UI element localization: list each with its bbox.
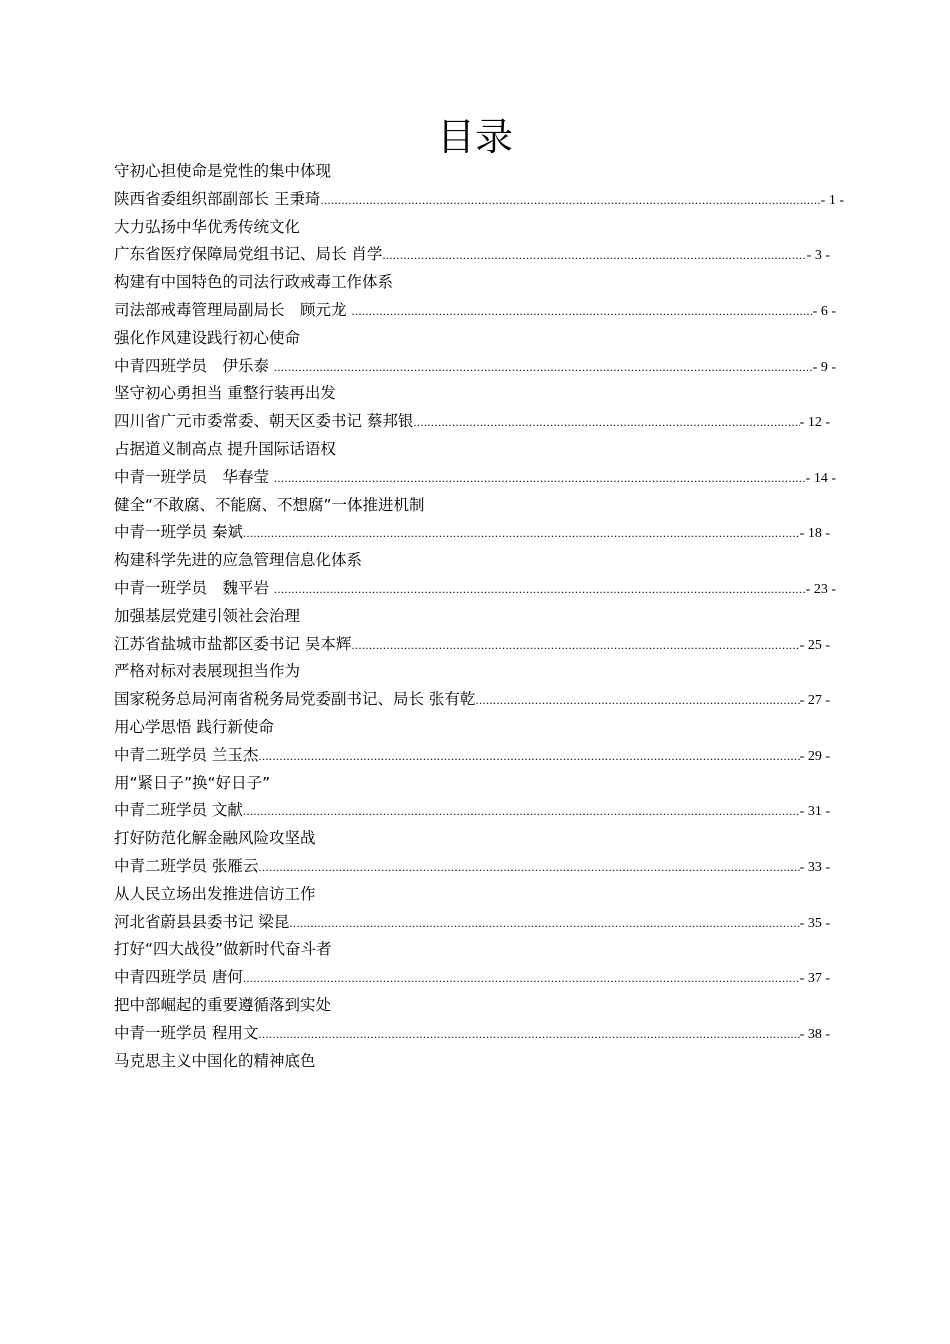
toc-entry-author: 四川省广元市委常委、朝天区委书记 蔡邦银: [114, 412, 414, 431]
toc-entry[interactable]: [114, 547, 844, 603]
toc-entry-line[interactable]: [114, 297, 836, 325]
toc-entry-line[interactable]: [114, 686, 830, 714]
toc-entry-title[interactable]: 构建有中国特色的司法行政戒毒工作体系: [114, 273, 394, 292]
toc-dot-leader: [351, 632, 799, 660]
toc-entry-author: 广东省医疗保障局党组书记、局长 肖学: [114, 245, 383, 264]
toc-entry[interactable]: [114, 658, 844, 714]
table-of-contents: [114, 158, 844, 1075]
toc-dot-leader: [382, 242, 806, 270]
toc-entry-title[interactable]: 把中部崛起的重要遵循落到实处: [114, 995, 332, 1014]
page-title: 目录: [436, 115, 513, 159]
toc-entry[interactable]: [114, 714, 844, 770]
toc-entry-author: 中青一班学员 华春莹: [114, 467, 274, 486]
toc-entry-page: - 25 -: [799, 637, 830, 653]
toc-entry-page: - 14 -: [805, 470, 836, 486]
toc-entry-page: - 12 -: [799, 415, 830, 431]
toc-entry[interactable]: [114, 380, 844, 436]
toc-entry-page: - 37 -: [799, 971, 830, 987]
toc-entry[interactable]: [114, 825, 844, 881]
toc-entry-title[interactable]: 用心学思悟 践行新使命: [114, 717, 274, 736]
toc-dot-leader: [274, 354, 813, 382]
toc-entry-line[interactable]: [114, 909, 830, 937]
toc-dot-leader: [258, 854, 799, 882]
toc-entry-line[interactable]: [114, 631, 830, 659]
toc-entry-line[interactable]: [114, 1020, 830, 1048]
toc-entry-author: 河北省蔚县县委书记 梁昆: [114, 912, 290, 931]
toc-entry-author: 中青四班学员 唐何: [114, 968, 243, 987]
toc-entry[interactable]: [114, 158, 844, 214]
toc-entry-title[interactable]: 健全“不敢腐、不能腐、不想腐”一体推进机制: [114, 495, 425, 514]
toc-entry-title[interactable]: 守初心担使命是党性的集中体现: [114, 162, 332, 180]
toc-dot-leader: [274, 576, 806, 604]
toc-entry-line[interactable]: [114, 742, 830, 770]
toc-entry-page: - 9 -: [812, 359, 836, 375]
toc-entry-author: 陕西省委组织部副部长 王秉琦: [114, 189, 321, 208]
toc-dot-leader: [289, 910, 799, 938]
toc-entry-page: - 27 -: [799, 693, 830, 709]
toc-entry[interactable]: [114, 214, 844, 270]
toc-entry[interactable]: [114, 436, 844, 492]
toc-entry-title[interactable]: 构建科学先进的应急管理信息化体系: [114, 551, 363, 570]
toc-dot-leader: [413, 409, 799, 437]
toc-entry-line[interactable]: [114, 797, 830, 825]
toc-dot-leader: [258, 743, 799, 771]
toc-entry-author: 国家税务总局河南省税务局党委副书记、局长 张有乾: [114, 690, 476, 709]
toc-entry[interactable]: [114, 325, 844, 381]
toc-entry-page: - 33 -: [799, 859, 830, 875]
toc-entry-line[interactable]: [114, 408, 830, 436]
toc-entry-page: - 18 -: [799, 526, 830, 542]
toc-entry[interactable]: [114, 770, 844, 826]
toc-entry-page: - 35 -: [799, 915, 830, 931]
toc-entry-title[interactable]: 打好“四大战役”做新时代奋斗者: [114, 940, 332, 959]
toc-entry[interactable]: [114, 936, 844, 992]
toc-entry-title[interactable]: 从人民立场出发推进信访工作: [114, 884, 316, 903]
toc-entry-title[interactable]: 加强基层党建引领社会治理: [114, 606, 301, 625]
toc-entry-author: 中青一班学员 秦斌: [114, 523, 243, 542]
toc-entry-line[interactable]: [114, 964, 830, 992]
toc-entry-page: - 29 -: [799, 748, 830, 764]
toc-entry-line[interactable]: [114, 241, 830, 269]
toc-entry-title[interactable]: 坚守初心勇担当 重整行装再出发: [114, 384, 336, 403]
toc-dot-leader: [243, 520, 800, 548]
toc-entry-line[interactable]: [114, 853, 830, 881]
toc-entry-page: - 3 -: [806, 248, 830, 264]
toc-entry-author: 中青二班学员 文献: [114, 801, 243, 820]
toc-entry-author: 中青二班学员 张雁云: [114, 856, 259, 875]
toc-dot-leader: [258, 1021, 799, 1049]
toc-entry-title[interactable]: 强化作风建设践行初心使命: [114, 328, 301, 347]
toc-entry-title[interactable]: 马克思主义中国化的精神底色: [114, 1051, 316, 1070]
toc-entry-author: 中青四班学员 伊乐泰: [114, 356, 274, 375]
toc-dot-leader: [351, 298, 812, 326]
toc-entry-title[interactable]: 占据道义制高点 提升国际话语权: [114, 439, 336, 458]
toc-entry-line[interactable]: [114, 575, 836, 603]
toc-entry-page: - 6 -: [812, 303, 836, 319]
toc-entry-author: 江苏省盐城市盐都区委书记 吴本辉: [114, 634, 352, 653]
toc-entry-author: 中青一班学员 程用文: [114, 1023, 259, 1042]
toc-dot-leader: [274, 465, 806, 493]
toc-dot-leader: [243, 798, 800, 826]
toc-entry-title[interactable]: 用“紧日子”换“好日子”: [114, 773, 271, 792]
toc-entry[interactable]: [114, 881, 844, 937]
toc-entry-page: - 23 -: [805, 581, 836, 597]
toc-entry[interactable]: [114, 1048, 844, 1076]
toc-entry-title[interactable]: 打好防范化解金融风险攻坚战: [114, 829, 316, 848]
toc-entry[interactable]: [114, 603, 844, 659]
toc-dot-leader: [320, 187, 820, 215]
toc-entry-line[interactable]: [114, 186, 844, 214]
toc-dot-leader: [475, 687, 799, 715]
toc-entry-line[interactable]: [114, 464, 836, 492]
toc-entry-line[interactable]: [114, 519, 830, 547]
toc-entry[interactable]: [114, 269, 844, 325]
toc-entry[interactable]: [114, 992, 844, 1048]
toc-entry-author: 中青二班学员 兰玉杰: [114, 745, 259, 764]
toc-entry-author: 司法部戒毒管理局副局长 顾元龙: [114, 300, 352, 319]
toc-entry-page: - 1 -: [820, 192, 844, 208]
toc-entry-page: - 38 -: [799, 1026, 830, 1042]
toc-entry-line[interactable]: [114, 353, 836, 381]
toc-entry-title[interactable]: 大力弘扬中华优秀传统文化: [114, 217, 301, 236]
toc-entry[interactable]: [114, 492, 844, 548]
toc-entry-title[interactable]: 严格对标对表展现担当作为: [114, 662, 301, 681]
toc-dot-leader: [243, 965, 800, 993]
toc-entry-page: - 31 -: [799, 804, 830, 820]
toc-entry-author: 中青一班学员 魏平岩: [114, 578, 274, 597]
